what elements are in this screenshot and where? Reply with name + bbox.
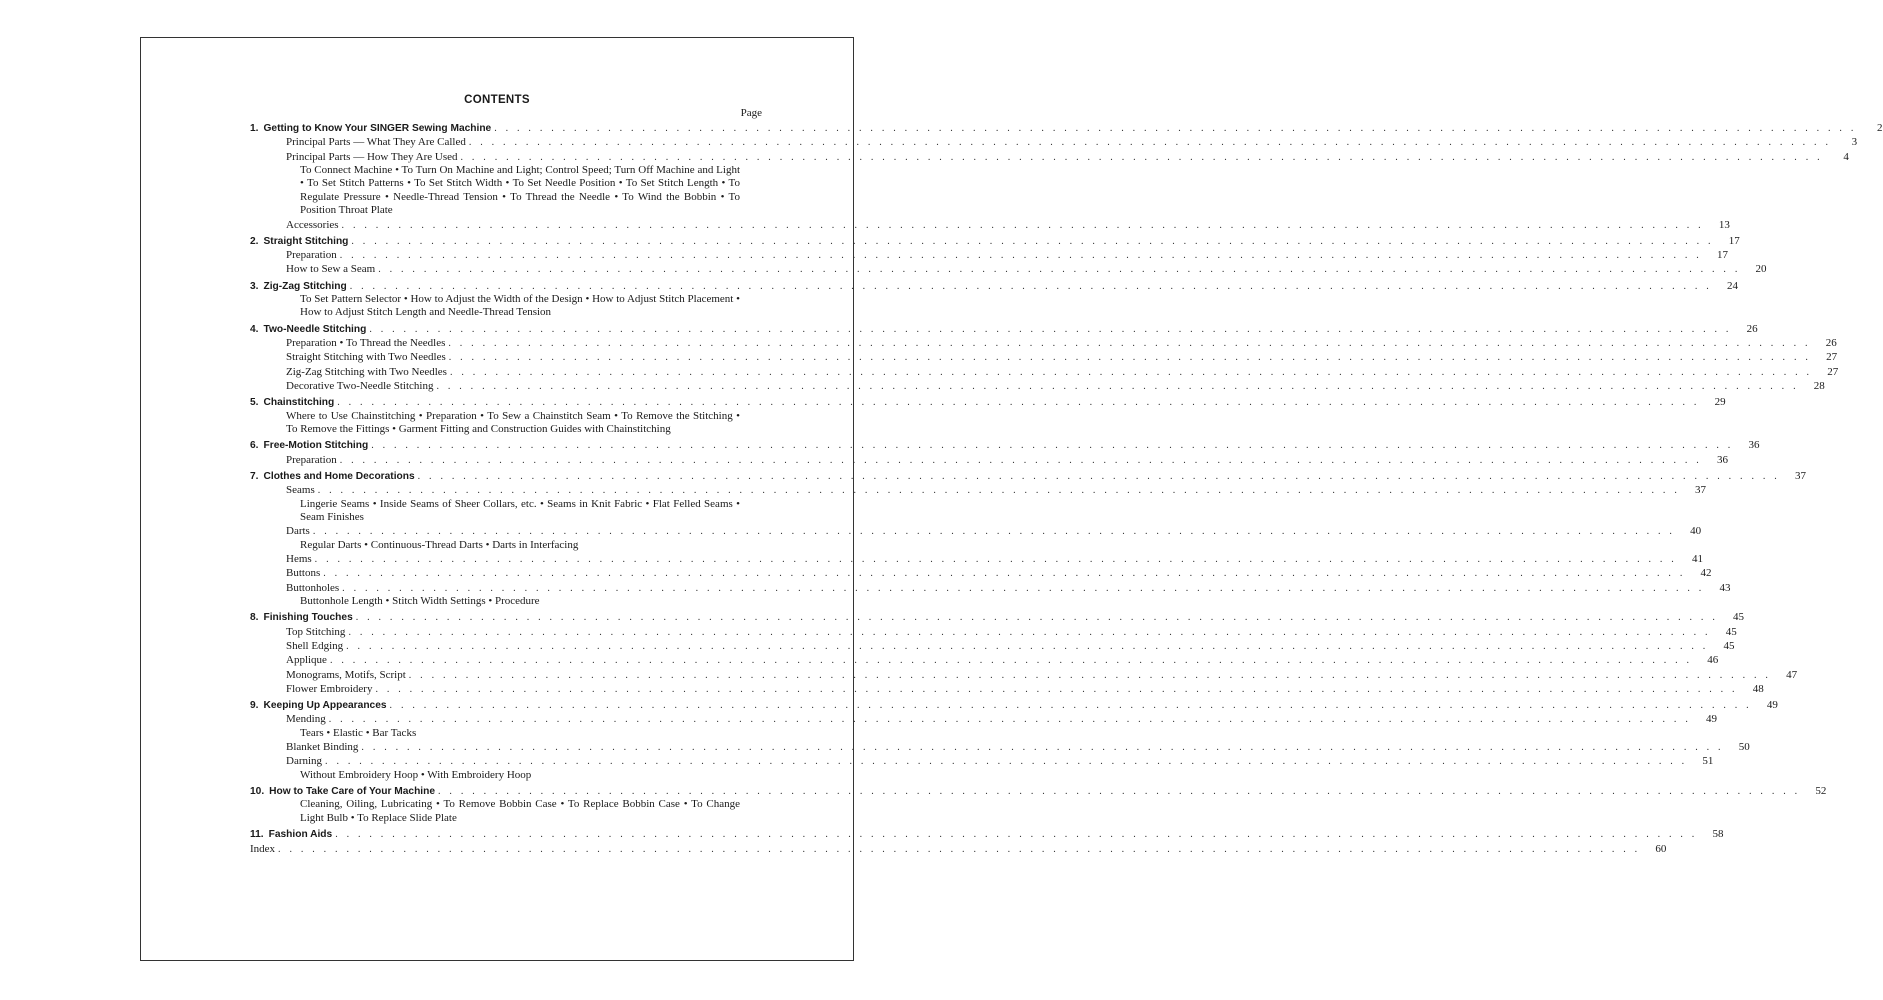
toc-description: Where to Use Chainstitching • Preparation • To Sew a Chainstitch Seam • To Remove the Stitching • To Remove the Fittings • Garment Fitting and Construction Guides with Chainstitching bbox=[286, 409, 740, 435]
page-number: 20 bbox=[1755, 263, 1767, 276]
leader-dots: . . . . . . . . . . . . . . . . . . . . . . . . . . . . . . . . . . . . . . . . . . . . . . . . . . . . . . . . . . . . . . . . . . . . . . . . . . . . . . . . . . . . . . . . . . . . . . . . . . . . . . . . . . . . . . . . . . . . . . . . bbox=[449, 366, 1813, 378]
page-number: 47 bbox=[1786, 668, 1798, 681]
toc-entry[interactable] bbox=[250, 682, 1764, 696]
entry-title: Free-Motion Stitching bbox=[263, 440, 369, 452]
chapter-number: 1. bbox=[250, 123, 259, 134]
leader-dots: . . . . . . . . . . . . . . . . . . . . . . . . . . . . . . . . . . . . . . . . . . . . . . . . . . . . . . . . . . . . . . . . . . . . . . . . . . . . . . . . . . . . . . . . . . . . . . . . . . . . . . . . . . . . . . . . . . . . . . . . bbox=[448, 352, 1812, 364]
leader-dots: . . . . . . . . . . . . . . . . . . . . . . . . . . . . . . . . . . . . . . . . . . . . . . . . . . . . . . . . . . . . . . . . . . . . . . . . . . . . . . . . . . . . . . . . . . . . . . . . . . . . . . . . . . . . . . . . . . . . . . . . bbox=[342, 582, 1705, 594]
toc-description: Lingerie Seams • Inside Seams of Sheer Collars, etc. • Seams in Knit Fabric • Flat Felled Seams • Seam Finishes bbox=[300, 497, 740, 523]
toc-chapter[interactable] bbox=[250, 279, 1738, 293]
toc-chapter[interactable] bbox=[250, 438, 1760, 452]
chapter-number: 11. bbox=[250, 829, 264, 841]
toc-description: To Set Pattern Selector • How to Adjust the Width of the Design • How to Adjust Stitch Placement • How to Adjust Stitch Length and Needle-Thread Tension bbox=[300, 293, 740, 319]
entry-title: Mending bbox=[286, 713, 326, 726]
chapter-number: 5. bbox=[250, 397, 259, 409]
page-number: 41 bbox=[1691, 553, 1703, 566]
toc-entry[interactable] bbox=[250, 135, 1858, 149]
chapter-number: 3. bbox=[250, 280, 259, 292]
entry-title: Straight Stitching bbox=[263, 235, 349, 247]
entry-title: Seams bbox=[286, 484, 315, 497]
entry-title: Getting to Know Your SINGER Sewing Machine bbox=[263, 123, 492, 134]
entry-title: Clothes and Home Decorations bbox=[263, 471, 415, 482]
page-number: 45 bbox=[1725, 625, 1737, 638]
entry-title: Finishing Touches bbox=[263, 612, 353, 624]
page-number: 45 bbox=[1733, 611, 1745, 624]
leader-dots: . . . . . . . . . . . . . . . . . . . . . . . . . . . . . . . . . . . . . . . . . . . . . . . . . . . . . . . . . . . . . . . . . . . . . . . . . . . . . . . . . . . . . . . . . . . . . . . . . . . . . . . . . . . . . . . . . . . . . . . . bbox=[337, 397, 1700, 409]
entry-title: Preparation bbox=[286, 453, 337, 466]
page-number: 28 bbox=[1813, 380, 1825, 392]
page-number: 24 bbox=[1727, 279, 1738, 292]
entry-title: Darts bbox=[286, 525, 310, 538]
entry-title: Top Stitching bbox=[286, 625, 346, 638]
entry-title: How to Sew a Seam bbox=[286, 263, 376, 276]
toc-entry[interactable] bbox=[250, 262, 1767, 276]
leader-dots: . . . . . . . . . . . . . . . . . . . . . . . . . . . . . . . . . . . . . . . . . . . . . . . . . . . . . . . . . . . . . . . . . . . . . . . . . . . . . . . . . . . . . . . . . . . . . . . . . . . . . . . . . . . . . . . . . . . . . . . . bbox=[438, 786, 1801, 798]
entry-title: Blanket Binding bbox=[286, 741, 359, 754]
entry-title: Index bbox=[250, 842, 276, 855]
entry-title: Principal Parts — How They Are Used bbox=[286, 150, 458, 163]
toc-entry[interactable] bbox=[250, 350, 1838, 364]
entry-title: Monograms, Motifs, Script bbox=[286, 668, 406, 681]
toc-description: Tears • Elastic • Bar Tacks bbox=[300, 726, 417, 739]
page-number: 26 bbox=[1746, 322, 1758, 335]
entry-title: Decorative Two-Needle Stitching bbox=[286, 380, 434, 392]
leader-dots: . . . . . . . . . . . . . . . . . . . . . . . . . . . . . . . . . . . . . . . . . . . . . . . . . . . . . . . . . . . . . . . . . . . . . . . . . . . . . . . . . . . . . . . . . . . . . . . . . . . . . . . . . . . . . . . . . . . . . . . . bbox=[312, 526, 1676, 538]
toc-description: Without Embroidery Hoop • With Embroidery Hoop bbox=[300, 768, 532, 781]
leader-dots: . . . . . . . . . . . . . . . . . . . . . . . . . . . . . . . . . . . . . . . . . . . . . . . . . . . . . . . . . . . . . . . . . . . . . . . . . . . . . . . . . . . . . . . . . . . . . . . . . . . . . . . . . . . . . . . . . . . . . . . . bbox=[460, 151, 1823, 163]
chapter-number: 4. bbox=[250, 323, 259, 335]
toc-chapter[interactable] bbox=[250, 610, 1745, 624]
entry-title: Accessories bbox=[286, 218, 339, 231]
entry-title: Shell Edging bbox=[286, 640, 344, 652]
entry-title: How to Take Care of Your Machine bbox=[269, 786, 436, 798]
page-number: 51 bbox=[1702, 755, 1714, 768]
entry-title: Principal Parts — What They Are Called bbox=[286, 136, 466, 149]
leader-dots: . . . . . . . . . . . . . . . . . . . . . . . . . . . . . . . . . . . . . . . . . . . . . . . . . . . . . . . . . . . . . . . . . . . . . . . . . . . . . . . . . . . . . . . . . . . . . . . . . . . . . . . . . . . . . . . . . . . . . . . . bbox=[351, 235, 1714, 247]
page-number: 17 bbox=[1717, 249, 1729, 262]
entry-title: Straight Stitching with Two Needles bbox=[286, 351, 446, 364]
toc-entry[interactable] bbox=[250, 150, 1849, 164]
toc-chapter[interactable] bbox=[250, 234, 1740, 248]
chapter-number: 10. bbox=[250, 786, 265, 798]
toc-description: Cleaning, Oiling, Lubricating • To Remove Bobbin Case • To Replace Bobbin Case • To Change Light Bulb • To Replace Slide Plate bbox=[300, 798, 740, 824]
toc-entry[interactable] bbox=[250, 552, 1703, 566]
page-number: 43 bbox=[1719, 581, 1731, 594]
leader-dots: . . . . . . . . . . . . . . . . . . . . . . . . . . . . . . . . . . . . . . . . . . . . . . . . . . . . . . . . . . . . . . . . . . . . . . . . . . . . . . . . . . . . . . . . . . . . . . . . . . . . . . . . . . . . . . . . . . . . . . . . bbox=[317, 485, 1681, 497]
page-number: 60 bbox=[1655, 842, 1667, 855]
leader-dots: . . . . . . . . . . . . . . . . . . . . . . . . . . . . . . . . . . . . . . . . . . . . . . . . . . . . . . . . . . . . . . . . . . . . . . . . . . . . . . . . . . . . . . . . . . . . . . . . . . . . . . . . . . . . . . . . . . . . . . . . bbox=[325, 756, 1688, 768]
entry-title: Buttonholes bbox=[286, 581, 340, 594]
entry-title: Zig-Zag Stitching bbox=[263, 280, 347, 292]
toc-entry[interactable] bbox=[250, 524, 1702, 538]
toc-chapter[interactable] bbox=[250, 322, 1758, 336]
toc-chapter[interactable] bbox=[250, 784, 1827, 798]
page-number: 37 bbox=[1794, 470, 1806, 482]
toc-entry[interactable] bbox=[250, 842, 1667, 856]
page-number: 52 bbox=[1815, 785, 1827, 798]
leader-dots: . . . . . . . . . . . . . . . . . . . . . . . . . . . . . . . . . . . . . . . . . . . . . . . . . . . . . . . . . . . . . . . . . . . . . . . . . . . . . . . . . . . . . . . . . . . . . . . . . . . . . . . . . . . . . . . . . . . . . . . . bbox=[339, 454, 1703, 466]
toc-chapter[interactable] bbox=[250, 121, 1883, 135]
page-number: 37 bbox=[1695, 484, 1707, 497]
leader-dots: . . . . . . . . . . . . . . . . . . . . . . . . . . . . . . . . . . . . . . . . . . . . . . . . . . . . . . . . . . . . . . . . . . . . . . . . . . . . . . . . . . . . . . . . . . . . . . . . . . . . . . . . . . . . . . . . . . . . . . . . bbox=[339, 250, 1703, 262]
page-number: 4 bbox=[1843, 150, 1849, 163]
entry-title: Zig-Zag Stitching with Two Needles bbox=[286, 365, 447, 378]
toc-entry[interactable] bbox=[250, 453, 1729, 467]
toc-chapter[interactable] bbox=[250, 395, 1726, 409]
toc-entry[interactable] bbox=[250, 379, 1825, 393]
page-number: 49 bbox=[1706, 713, 1718, 726]
leader-dots: . . . . . . . . . . . . . . . . . . . . . . . . . . . . . . . . . . . . . . . . . . . . . . . . . . . . . . . . . . . . . . . . . . . . . . . . . . . . . . . . . . . . . . . . . . . . . . . . . . . . . . . . . . . . . . . . . . . . . . . . bbox=[369, 323, 1732, 335]
entry-title: Flower Embroidery bbox=[286, 682, 373, 695]
page-number: 42 bbox=[1700, 567, 1712, 580]
leader-dots: . . . . . . . . . . . . . . . . . . . . . . . . . . . . . . . . . . . . . . . . . . . . . . . . . . . . . . . . . . . . . . . . . . . . . . . . . . . . . . . . . . . . . . . . . . . . . . . . . . . . . . . . . . . . . . . . . . . . . . . . bbox=[278, 843, 1641, 855]
table-of-contents bbox=[250, 121, 1883, 856]
leader-dots: . . . . . . . . . . . . . . . . . . . . . . . . . . . . . . . . . . . . . . . . . . . . . . . . . . . . . . . . . . . . . . . . . . . . . . . . . . . . . . . . . . . . . . . . . . . . . . . . . . . . . . . . . . . . . . . . . . . . . . . . bbox=[314, 554, 1677, 566]
toc-entry[interactable] bbox=[250, 483, 1707, 497]
entry-title: Chainstitching bbox=[263, 397, 335, 409]
toc-entry[interactable] bbox=[250, 740, 1750, 754]
toc-chapter[interactable] bbox=[250, 827, 1724, 841]
toc-entry[interactable] bbox=[250, 581, 1731, 595]
leader-dots: . . . . . . . . . . . . . . . . . . . . . . . . . . . . . . . . . . . . . . . . . . . . . . . . . . . . . . . . . . . . . . . . . . . . . . . . . . . . . . . . . . . . . . . . . . . . . . . . . . . . . . . . . . . . . . . . . . . . . . . . bbox=[341, 219, 1704, 231]
page-number: 36 bbox=[1717, 453, 1729, 466]
page-number: 46 bbox=[1707, 654, 1719, 667]
entry-title: Keeping Up Appearances bbox=[263, 700, 387, 712]
chapter-number: 9. bbox=[250, 700, 259, 712]
entry-title: Fashion Aids bbox=[268, 829, 333, 841]
leader-dots: . . . . . . . . . . . . . . . . . . . . . . . . . . . . . . . . . . . . . . . . . . . . . . . . . . . . . . . . . . . . . . . . . . . . . . . . . . . . . . . . . . . . . . . . . . . . . . . . . . . . . . . . . . . . . . . . . . . . . . . . bbox=[323, 568, 1686, 580]
chapter-number: 6. bbox=[250, 440, 259, 452]
leader-dots: . . . . . . . . . . . . . . . . . . . . . . . . . . . . . . . . . . . . . . . . . . . . . . . . . . . . . . . . . . . . . . . . . . . . . . . . . . . . . . . . . . . . . . . . . . . . . . . . . . . . . . . . . . . . . . . . . . . . . . . . bbox=[494, 123, 1857, 134]
toc-entry[interactable] bbox=[250, 566, 1712, 580]
toc-entry[interactable] bbox=[250, 754, 1714, 768]
leader-dots: . . . . . . . . . . . . . . . . . . . . . . . . . . . . . . . . . . . . . . . . . . . . . . . . . . . . . . . . . . . . . . . . . . . . . . . . . . . . . . . . . . . . . . . . . . . . . . . . . . . . . . . . . . . . . . . . . . . . . . . . bbox=[448, 338, 1811, 350]
toc-entry[interactable] bbox=[250, 365, 1839, 379]
page-number: 27 bbox=[1827, 365, 1839, 378]
entry-title: Applique bbox=[286, 654, 327, 667]
toc-description: To Connect Machine • To Turn On Machine and Light; Control Speed; Turn Off Machine and Light • To Set Stitch Patterns • To Set Stitch Width • To Set Needle Position • To Set Stitch Length • To Regulate Pressure • Needle-Thread Tension • To Thread the Needle • To Wind the Bobbin • To Position Throat Plate bbox=[300, 163, 740, 217]
page-number: 40 bbox=[1690, 525, 1702, 538]
page-title: CONTENTS bbox=[464, 94, 530, 106]
page-number: 36 bbox=[1748, 439, 1760, 452]
chapter-number: 8. bbox=[250, 612, 259, 624]
toc-description: Regular Darts • Continuous-Thread Darts • Darts in Interfacing bbox=[300, 538, 579, 551]
leader-dots: . . . . . . . . . . . . . . . . . . . . . . . . . . . . . . . . . . . . . . . . . . . . . . . . . . . . . . . . . . . . . . . . . . . . . . . . . . . . . . . . . . . . . . . . . . . . . . . . . . . . . . . . . . . . . . . . . . . . . . . . bbox=[436, 381, 1799, 392]
leader-dots: . . . . . . . . . . . . . . . . . . . . . . . . . . . . . . . . . . . . . . . . . . . . . . . . . . . . . . . . . . . . . . . . . . . . . . . . . . . . . . . . . . . . . . . . . . . . . . . . . . . . . . . . . . . . . . . . . . . . . . . . bbox=[335, 829, 1698, 841]
entry-title: Darning bbox=[286, 755, 323, 768]
entry-title: Buttons bbox=[286, 567, 321, 580]
leader-dots: . . . . . . . . . . . . . . . . . . . . . . . . . . . . . . . . . . . . . . . . . . . . . . . . . . . . . . . . . . . . . . . . . . . . . . . . . . . . . . . . . . . . . . . . . . . . . . . . . . . . . . . . . . . . . . . . . . . . . . . . bbox=[389, 700, 1752, 712]
page-number: 29 bbox=[1714, 396, 1726, 409]
toc-entry[interactable] bbox=[250, 668, 1798, 682]
leader-dots: . . . . . . . . . . . . . . . . . . . . . . . . . . . . . . . . . . . . . . . . . . . . . . . . . . . . . . . . . . . . . . . . . . . . . . . . . . . . . . . . . . . . . . . . . . . . . . . . . . . . . . . . . . . . . . . . . . . . . . . . bbox=[346, 641, 1709, 652]
page-number: 50 bbox=[1738, 741, 1750, 754]
page-number: 27 bbox=[1826, 351, 1838, 364]
leader-dots: . . . . . . . . . . . . . . . . . . . . . . . . . . . . . . . . . . . . . . . . . . . . . . . . . . . . . . . . . . . . . . . . . . . . . . . . . . . . . . . . . . . . . . . . . . . . . . . . . . . . . . . . . . . . . . . . . . . . . . . . bbox=[378, 264, 1741, 276]
leader-dots: . . . . . . . . . . . . . . . . . . . . . . . . . . . . . . . . . . . . . . . . . . . . . . . . . . . . . . . . . . . . . . . . . . . . . . . . . . . . . . . . . . . . . . . . . . . . . . . . . . . . . . . . . . . . . . . . . . . . . . . . bbox=[349, 280, 1712, 292]
chapter-number: 7. bbox=[250, 471, 259, 482]
entry-title: Two-Needle Stitching bbox=[263, 323, 367, 335]
page-number: 13 bbox=[1718, 218, 1730, 231]
leader-dots: . . . . . . . . . . . . . . . . . . . . . . . . . . . . . . . . . . . . . . . . . . . . . . . . . . . . . . . . . . . . . . . . . . . . . . . . . . . . . . . . . . . . . . . . . . . . . . . . . . . . . . . . . . . . . . . . . . . . . . . . bbox=[375, 683, 1738, 695]
page-number: 48 bbox=[1752, 682, 1764, 695]
leader-dots: . . . . . . . . . . . . . . . . . . . . . . . . . . . . . . . . . . . . . . . . . . . . . . . . . . . . . . . . . . . . . . . . . . . . . . . . . . . . . . . . . . . . . . . . . . . . . . . . . . . . . . . . . . . . . . . . . . . . . . . . bbox=[371, 440, 1734, 452]
page-number: 2 bbox=[1877, 122, 1883, 134]
entry-title: Preparation bbox=[286, 249, 337, 262]
leader-dots: . . . . . . . . . . . . . . . . . . . . . . . . . . . . . . . . . . . . . . . . . . . . . . . . . . . . . . . . . . . . . . . . . . . . . . . . . . . . . . . . . . . . . . . . . . . . . . . . . . . . . . . . . . . . . . . . . . . . . . . . bbox=[468, 137, 1832, 149]
leader-dots: . . . . . . . . . . . . . . . . . . . . . . . . . . . . . . . . . . . . . . . . . . . . . . . . . . . . . . . . . . . . . . . . . . . . . . . . . . . . . . . . . . . . . . . . . . . . . . . . . . . . . . . . . . . . . . . . . . . . . . . . bbox=[329, 655, 1693, 667]
page-number: 45 bbox=[1723, 640, 1735, 652]
leader-dots: . . . . . . . . . . . . . . . . . . . . . . . . . . . . . . . . . . . . . . . . . . . . . . . . . . . . . . . . . . . . . . . . . . . . . . . . . . . . . . . . . . . . . . . . . . . . . . . . . . . . . . . . . . . . . . . . . . . . . . . . bbox=[355, 612, 1719, 624]
toc-chapter[interactable] bbox=[250, 469, 1806, 483]
chapter-number: 2. bbox=[250, 235, 259, 247]
entry-title: Hems bbox=[286, 553, 312, 566]
leader-dots: . . . . . . . . . . . . . . . . . . . . . . . . . . . . . . . . . . . . . . . . . . . . . . . . . . . . . . . . . . . . . . . . . . . . . . . . . . . . . . . . . . . . . . . . . . . . . . . . . . . . . . . . . . . . . . . . . . . . . . . . bbox=[408, 669, 1772, 681]
toc-chapter[interactable] bbox=[250, 698, 1778, 712]
toc-entry[interactable] bbox=[250, 248, 1729, 262]
leader-dots: . . . . . . . . . . . . . . . . . . . . . . . . . . . . . . . . . . . . . . . . . . . . . . . . . . . . . . . . . . . . . . . . . . . . . . . . . . . . . . . . . . . . . . . . . . . . . . . . . . . . . . . . . . . . . . . . . . . . . . . . bbox=[361, 742, 1724, 754]
page-number: 3 bbox=[1851, 136, 1858, 149]
toc-entry[interactable] bbox=[250, 336, 1837, 350]
leader-dots: . . . . . . . . . . . . . . . . . . . . . . . . . . . . . . . . . . . . . . . . . . . . . . . . . . . . . . . . . . . . . . . . . . . . . . . . . . . . . . . . . . . . . . . . . . . . . . . . . . . . . . . . . . . . . . . . . . . . . . . . bbox=[417, 471, 1780, 482]
page-column-label: Page bbox=[740, 107, 762, 119]
entry-title: Preparation • To Thread the Needles bbox=[286, 337, 446, 350]
leader-dots: . . . . . . . . . . . . . . . . . . . . . . . . . . . . . . . . . . . . . . . . . . . . . . . . . . . . . . . . . . . . . . . . . . . . . . . . . . . . . . . . . . . . . . . . . . . . . . . . . . . . . . . . . . . . . . . . . . . . . . . . bbox=[348, 626, 1711, 638]
page-number: 58 bbox=[1712, 828, 1724, 841]
toc-entry[interactable] bbox=[250, 712, 1718, 726]
toc-entry[interactable] bbox=[250, 218, 1730, 232]
toc-entry[interactable] bbox=[250, 653, 1719, 667]
toc-entry[interactable] bbox=[250, 625, 1737, 639]
page-number: 49 bbox=[1766, 699, 1778, 712]
toc-entry[interactable] bbox=[250, 639, 1735, 653]
toc-description: Buttonhole Length • Stitch Width Settings • Procedure bbox=[300, 595, 540, 607]
page-number: 17 bbox=[1728, 234, 1740, 247]
leader-dots: . . . . . . . . . . . . . . . . . . . . . . . . . . . . . . . . . . . . . . . . . . . . . . . . . . . . . . . . . . . . . . . . . . . . . . . . . . . . . . . . . . . . . . . . . . . . . . . . . . . . . . . . . . . . . . . . . . . . . . . . bbox=[328, 714, 1692, 726]
page-number: 26 bbox=[1825, 337, 1837, 350]
